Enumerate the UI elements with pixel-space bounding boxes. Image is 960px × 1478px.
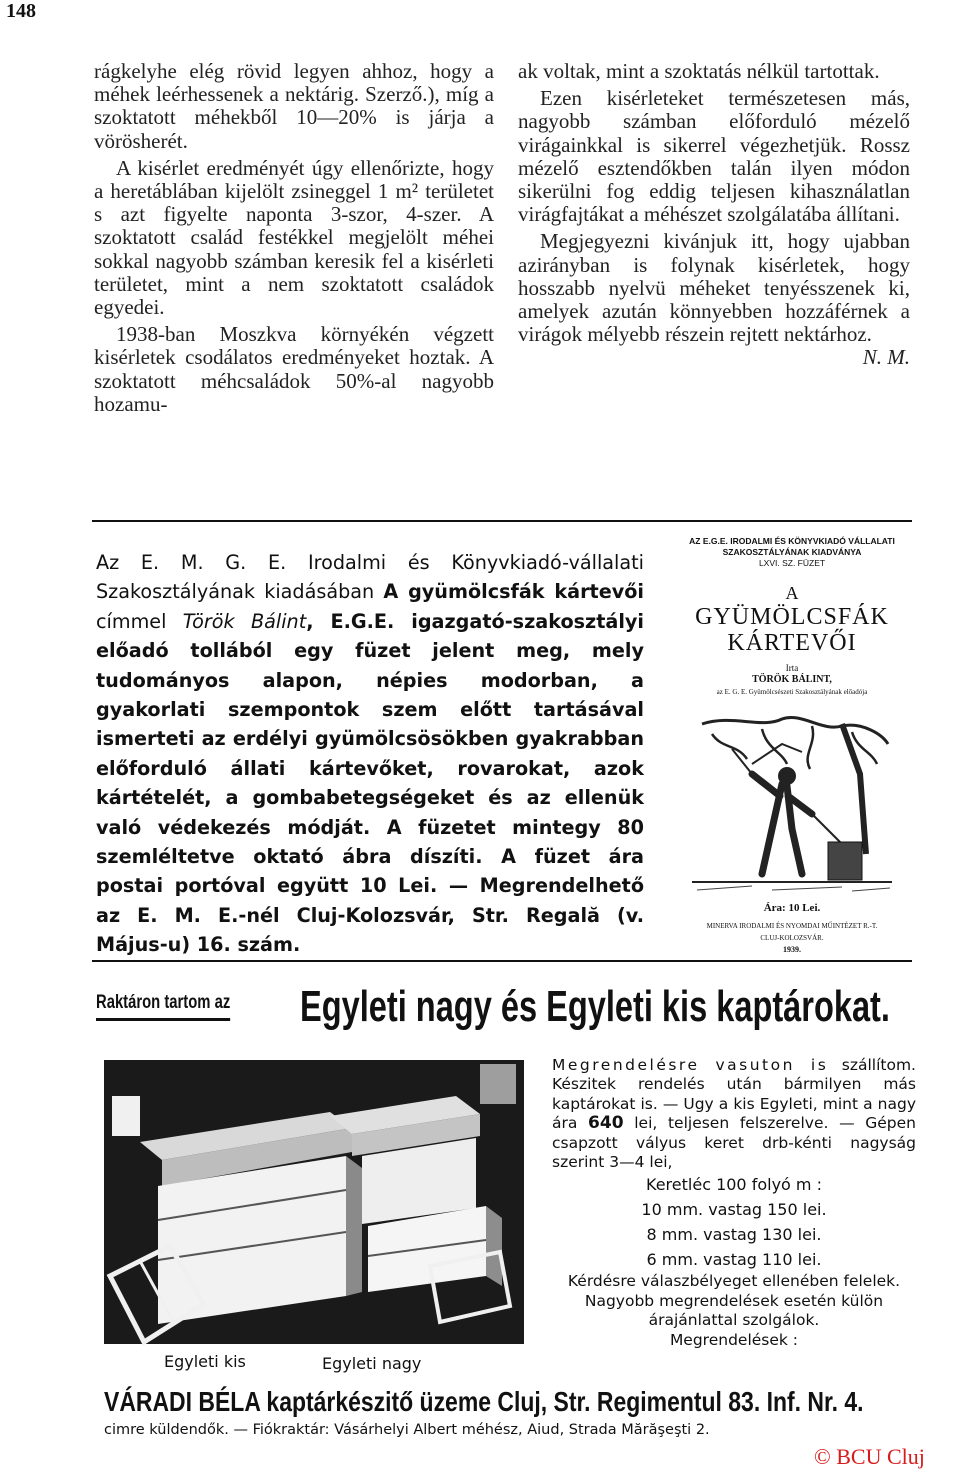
hive-ad-text-run: lei, teljesen felszerelve. — Gépen csapzott vályus keret drb-kénti nagyság szerint 3—4 lei,: [552, 1114, 916, 1172]
hive-ad-text: [552, 1056, 916, 1350]
library-watermark: © BCU Cluj: [814, 1444, 925, 1469]
beehives-photo: [100, 1056, 528, 1348]
cover-title-line-1: GYÜMÖLCSFÁK: [695, 604, 889, 630]
hive-price: 640: [588, 1113, 624, 1134]
frame-price-line: 6 mm. vastag 110 lei.: [646, 1250, 822, 1270]
hive-ad-headline: Egyleti nagy és Egyleti kis kaptárokat.: [300, 982, 890, 1031]
article-paragraph: ak voltak, mint a szoktatás nélkül tartottak.: [518, 59, 880, 83]
book-ad-title: A gyümölcsfák kártevői: [383, 580, 644, 604]
book-ad-author: Török Bálint: [182, 609, 307, 633]
hive-ad-paragraph: [552, 1056, 916, 1172]
hive-ad-note: Megrendelések :: [669, 1330, 799, 1349]
frame-price-list: [552, 1172, 916, 1272]
article-right-column: [518, 60, 910, 370]
frame-price-header: Keretléc 100 folyó m :: [646, 1175, 822, 1195]
hive-ad-note: Kérdésre válaszbélyeget ellenében felelek.: [567, 1272, 901, 1291]
caption-large-hive: Egyleti nagy: [322, 1354, 422, 1373]
article-paragraph: Ezen kisérleteket természetesen más, nagyobb számban előforduló mézelő virágainkkal is sikerrel végezhetjük. Rossz mézelő esztendőkben talán ilyen módon sikerülni fog eddig teljesen kihasználatlan virágfajtákat a méhészet szolgálatába állítani.: [518, 86, 910, 227]
orchard-spraying-illustration: [692, 704, 892, 894]
book-advertisement: [96, 548, 644, 960]
page-number: 148: [6, 0, 36, 22]
cover-series: LXVI. SZ. FÜZET: [758, 558, 826, 568]
article-signature: N. M.: [862, 345, 910, 370]
frame-price-line: 10 mm. vastag 150 lei.: [641, 1200, 827, 1220]
hive-maker-address: cimre küldendők. — Fiókraktár: Vásárhelyi Albert méhész, Aiud, Strada Mărăşeşti 2.: [104, 1422, 710, 1438]
cover-publisher-2: SZAKOSZTÁLYÁNAK KIADVÁNYA: [722, 547, 862, 557]
cover-author-role: az E. G. E. Gyümölcsészeti Szakosztályának előadója: [716, 688, 868, 696]
cover-year: 1939.: [783, 945, 801, 954]
article-paragraph: Megjegyezni kivánjuk itt, hogy ujabban azirányban is folynak kisérletek, hogy hosszabb nyelvü méheket tenyésszenek ki, amelyek azután könnyebben hozzáférnek a virágok mélyebb részein rejtett nektárhoz.: [518, 229, 910, 347]
cover-by: Irta: [785, 663, 799, 673]
cover-publisher: AZ E.G.E. IRODALMI ÉS KÖNYVKIADÓ VÁLLALATI: [689, 536, 895, 546]
stock-label: Raktáron tartom az: [96, 992, 230, 1021]
book-ad-body: , E.G.E. igazgató-szakosztályi előadó tollából egy füzet jelent meg, mely tudományos alapon, népies modorban, a gyakorlati szempontok szem előtt tartásával ismerteti az erdélyi gyümölcsösökben gyakrabban előforduló állati kártevőket, rovarokat, azok kártételét, a gombabetegségeket és az ellenük való védekezés módját. A füzetet mintegy 80 szemléltetve oktató ábra díszíti. A füzet ára postai portóval együtt 10 Lei. — Megrendelhető az E. M. E.-nél Cluj-Kolozsvár, Str. Regală (v. Május-u) 16. szám.: [96, 609, 644, 957]
section-divider: [92, 960, 912, 962]
cover-author: TÖRÖK BÁLINT,: [752, 674, 832, 685]
cover-title-line-2: KÁRTEVŐI: [727, 630, 857, 656]
cover-printer: MINERVA IRODALMI ÉS NYOMDAI MŰINTÉZET R.-T.: [706, 922, 878, 930]
book-cover: [672, 536, 912, 956]
book-ad-text: Az E. M. G. E. Irodalmi és Könyvkiadó-vállalati Szakosztályának kiadásában: [96, 551, 644, 604]
article-paragraph: A kisérlet eredményét úgy ellenőrizte, hogy a heretáblában kijelölt zsineggel 1 m² területet s azt figyelte naponta 3-szor, 4-szer. A szoktatott család festékkel megjelölt méhei sokkal nagyobb számban keresik fel a kisérleti területet, mint a nem szoktatott családok egyedei.: [94, 155, 494, 320]
article-paragraph: 1938-ban Moszkva környékén végzett kisérletek csodálatos eredményeket hoztak. A szoktatott méhcsaládok 50%-al nagyobb hozamu-: [94, 322, 494, 416]
article-left-column: [94, 60, 494, 416]
hive-ad-text-run: szállítom. Készitek rendelés után bármilyen más kaptárokat is. — Ugy a kis Egyleti, mint a nagy ára: [552, 1056, 916, 1133]
caption-small-hive: Egyleti kis: [164, 1352, 246, 1371]
section-divider: [92, 520, 912, 522]
cover-price: Ára: 10 Lei.: [763, 902, 821, 914]
hive-ad-note: Nagyobb megrendelések esetén külön árajánlattal szolgálok.: [584, 1291, 884, 1330]
hive-ad-spaced-text: Megrendelésre vasuton is: [552, 1056, 829, 1074]
article-paragraph: rágkelyhe elég rövid legyen ahhoz, hogy a méhek leérhessenek a nektárig. Szerző.), míg a szoktatott méhekből 10—20% is járja a vörösherét.: [94, 59, 494, 153]
hive-maker: VÁRADI BÉLA kaptárkészitő üzeme Cluj, Str. Regimentul 83. Inf. Nr. 4.: [104, 1386, 864, 1417]
book-ad-text: címmel: [96, 609, 183, 633]
cover-title-article: A: [785, 583, 799, 603]
cover-printer-city: CLUJ-KOLOZSVÁR.: [760, 934, 824, 942]
frame-price-line: 8 mm. vastag 130 lei.: [646, 1225, 822, 1245]
